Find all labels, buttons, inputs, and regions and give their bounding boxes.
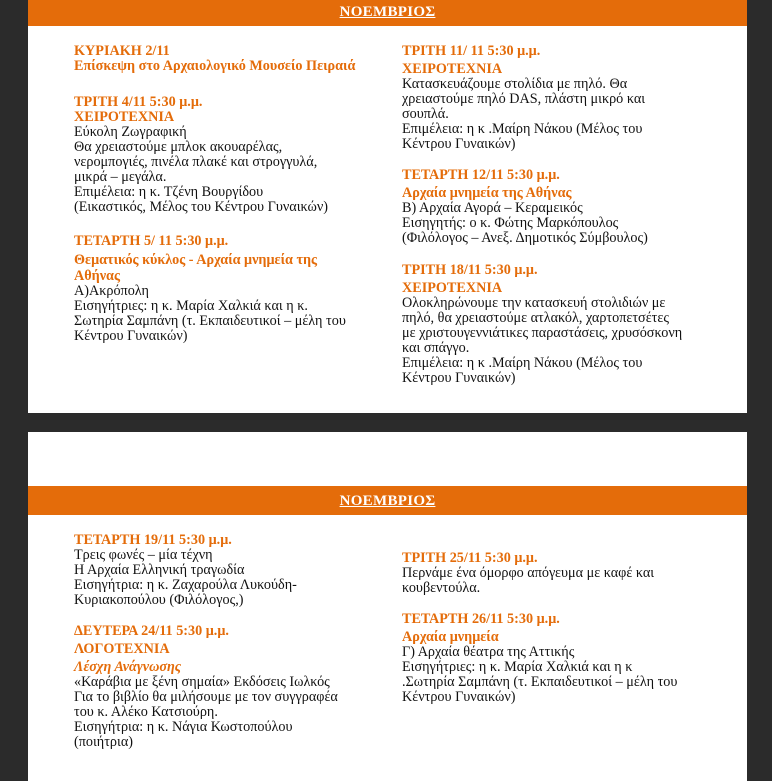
event-text: Εύκολη Ζωγραφική [74, 124, 187, 140]
event-heading: ΤΕΤΑΡΤΗ 26/11 5:30 μ.μ. [402, 611, 560, 627]
event-text: .Σωτηρία Σαμπάνη (τ. Εκπαιδευτικοί – μέλη του [402, 674, 678, 690]
event-heading: ΤΕΤΑΡΤΗ 19/11 5:30 μ.μ. [74, 532, 232, 548]
event-heading: ΔΕΥΤΕΡΑ 24/11 5:30 μ.μ. [74, 623, 229, 639]
event-text: Τρεις φωνές – μία τέχνη [74, 547, 213, 563]
event-text: πηλό, θα χρειαστούμε ατλακόλ, χαρτοπετσέτες [402, 310, 669, 326]
event-text: Σωτηρία Σαμπάνη (τ. Εκπαιδευτικοί – μέλη του [74, 313, 346, 329]
event-heading: ΤΡΙΤΗ 18/11 5:30 μ.μ. [402, 262, 538, 278]
event-block [74, 44, 394, 74]
event-text: Κέντρου Γυναικών) [402, 136, 516, 152]
event-text: νερομπογιές, πινέλα πλακέ και στρογγυλά, [74, 154, 318, 170]
event-block [402, 612, 732, 705]
event-text: Κέντρου Γυναικών) [74, 328, 188, 344]
event-text: «Καράβια με ξένη σημαία» Εκδόσεις Ιωλκός [74, 674, 330, 690]
event-text: Επιμέλεια: η κ .Μαίρη Νάκου (Μέλος του [402, 121, 643, 137]
event-text: Θα χρειαστούμε μπλοκ ακουαρέλας, [74, 139, 283, 155]
event-block [74, 624, 394, 750]
event-text: Ολοκληρώνουμε την κατασκευή στολιδιών με [402, 295, 666, 311]
event-heading: ΤΕΤΑΡΤΗ 12/11 5:30 μ.μ. [402, 167, 560, 183]
event-text: μικρά – μεγάλα. [74, 169, 167, 185]
event-subtitle: Αρχαία μνημεία [402, 629, 499, 645]
month-header-band [28, 0, 747, 26]
event-text: Γ) Αρχαία θέατρα της Αττικής [402, 644, 575, 660]
event-subtitle: ΧΕΙΡΟΤΕΧΝΙΑ [402, 61, 503, 77]
event-text: κουβεντούλα. [402, 580, 481, 596]
event-text: Εισηγήτριες: η κ. Μαρία Χαλκιά και η κ. [74, 298, 308, 314]
event-text: με χριστουγεννιάτικες παραστάσεις, χρυσόσκονη [402, 325, 683, 341]
event-text: σουπλά. [402, 106, 449, 122]
event-block [402, 168, 732, 246]
event-text: Κατασκευάζουμε στολίδια με πηλό. Θα [402, 76, 628, 92]
event-heading: ΤΡΙΤΗ 4/11 5:30 μ.μ. [74, 94, 203, 110]
event-subtitle: Θεματικός κύκλος - Αρχαία μνημεία της [74, 252, 318, 268]
event-heading: ΤΡΙΤΗ 11/ 11 5:30 μ.μ. [402, 43, 541, 59]
event-text: Εισηγήτριες: η κ. Μαρία Χαλκιά και η κ [402, 659, 633, 675]
event-block [402, 44, 732, 152]
event-text: Β) Αρχαία Αγορά – Κεραμεικός [402, 200, 583, 216]
event-subtitle: Αθήνας [74, 268, 120, 284]
event-text: Περνάμε ένα όμορφο απόγευμα με καφέ και [402, 565, 655, 581]
event-block [402, 263, 732, 386]
event-text: (Εικαστικός, Μέλος του Κέντρου Γυναικών) [74, 199, 329, 215]
event-text: Κέντρου Γυναικών) [402, 689, 516, 705]
event-text: Για το βιβλίο θα μιλήσουμε με τον συγγραφέα [74, 689, 338, 705]
document-page-1 [28, 0, 747, 413]
event-subtitle: ΛΟΓΟΤΕΧΝΙΑ [74, 641, 170, 657]
month-header-band [28, 486, 747, 515]
event-heading: ΤΡΙΤΗ 25/11 5:30 μ.μ. [402, 550, 538, 566]
event-block [402, 551, 732, 596]
document-page-2 [28, 432, 747, 781]
event-text: Εισηγήτρια: η κ. Ζαχαρούλα Λυκούδη- [74, 577, 297, 593]
event-heading: ΤΕΤΑΡΤΗ 5/ 11 5:30 μ.μ. [74, 233, 229, 249]
event-block [74, 95, 394, 215]
event-text: (Φιλόλογος – Ανεξ. Δημοτικός Σύμβουλος) [402, 230, 648, 246]
event-text: του κ. Αλέκο Κατσιούρη. [74, 704, 218, 720]
event-text: Η Αρχαία Ελληνική τραγωδία [74, 562, 245, 578]
event-text: (ποιήτρια) [74, 734, 133, 750]
month-title: ΝΟΕΜΒΡΙΟΣ [339, 4, 436, 20]
event-subtitle-italic: Λέσχη Ανάγνωσης [74, 659, 182, 675]
event-text: χρειαστούμε πηλό DAS, πλάστη μικρό και [402, 91, 646, 107]
event-subtitle: ΧΕΙΡΟΤΕΧΝΙΑ [74, 109, 175, 125]
event-text: Εισηγήτρια: η κ. Νάγια Κωστοπούλου [74, 719, 293, 735]
event-block [74, 533, 394, 608]
event-text: Κυριακοπούλου (Φιλόλογος,) [74, 592, 244, 608]
event-text: Κέντρου Γυναικών) [402, 370, 516, 386]
event-text: Επιμέλεια: η κ .Μαίρη Νάκου (Μέλος του [402, 355, 643, 371]
month-title: ΝΟΕΜΒΡΙΟΣ [339, 493, 436, 509]
event-block [74, 234, 394, 344]
event-text: και σπάγγο. [402, 340, 470, 356]
event-heading: ΚΥΡΙΑΚΗ 2/11 [74, 43, 170, 59]
event-text: Α)Ακρόπολη [74, 283, 149, 299]
event-subtitle: ΧΕΙΡΟΤΕΧΝΙΑ [402, 280, 503, 296]
event-text: Εισηγητής: ο κ. Φώτης Μαρκόπουλος [402, 215, 619, 231]
event-subtitle: Αρχαία μνημεία της Αθήνας [402, 185, 572, 201]
event-subtitle: Επίσκεψη στο Αρχαιολογικό Μουσείο Πειραιά [74, 58, 356, 74]
event-text: Επιμέλεια: η κ. Τζένη Βουργίδου [74, 184, 264, 200]
